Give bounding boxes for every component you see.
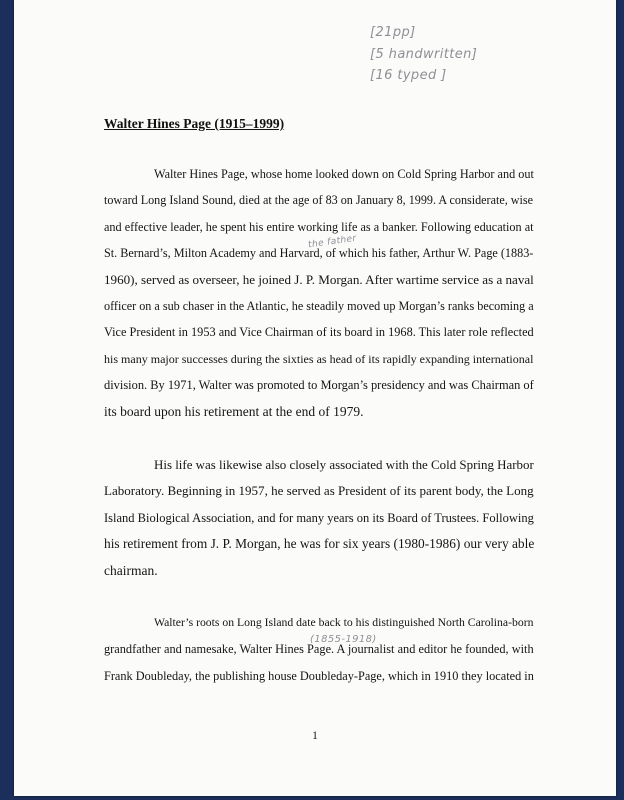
handwritten-note-typed-count: [16 typed ]: [370, 68, 447, 83]
paragraph-3: [104, 610, 534, 689]
text-line: 1960), served as overseer, he joined J. P. Morgan. After wartime service as a naval: [104, 271, 534, 287]
handwritten-note-page-count: [21pp]: [370, 25, 416, 40]
text-line: St. Bernard’s, Milton Academy and Harvard, of which his father, Arthur W. Page (1883-: [104, 246, 534, 261]
text-line: Frank Doubleday, the publishing house Doubleday-Page, which in 1910 they located in: [104, 668, 534, 683]
text-line: its board upon his retirement at the end of 1979.: [104, 403, 364, 419]
text-line: Island Biological Association, and for many years on its Board of Trustees. Following: [104, 510, 534, 525]
text-line: toward Long Island Sound, died at the age of 83 on January 8, 1999. A considerate, wise: [104, 193, 533, 208]
document-title: Walter Hines Page (1915–1999): [104, 116, 285, 131]
text-line: Walter Hines Page, whose home looked down on Cold Spring Harbor and out: [154, 167, 534, 181]
text-line: his many major successes during the sixties as head of its rapidly expanding international: [104, 351, 534, 366]
paragraph-1: [104, 161, 534, 425]
text-line: His life was likewise also closely associated with the Cold Spring Harbor: [154, 457, 534, 472]
paragraph-2: [104, 452, 534, 584]
text-line: officer on a sub chaser in the Atlantic, he steadily moved up Morgan’s ranks becoming a: [104, 299, 534, 314]
handwritten-note-handwritten-count: [5 handwritten]: [370, 47, 478, 62]
text-line: division. By 1971, Walter was promoted to Morgan’s presidency and was Chairman of: [104, 378, 534, 393]
text-line: chairman.: [104, 562, 158, 578]
page-number: 1: [312, 728, 318, 742]
text-line: Laboratory. Beginning in 1957, he served as President of its parent body, the Long: [104, 483, 534, 499]
text-line: Vice President in 1953 and Vice Chairman of its board in 1968. This later role reflected: [104, 325, 534, 340]
text-line: grandfather and namesake, Walter Hines Page. A journalist and editor he founded, with: [104, 642, 534, 657]
document-page: [14, 0, 616, 796]
handwritten-annotation-the-father: the father: [307, 233, 358, 251]
text-line: Walter’s roots on Long Island date back to his distinguished North Carolina-born: [154, 616, 534, 629]
text-line: and effective leader, he spent his entire working life as a banker. Following education at: [104, 219, 534, 234]
handwritten-annotation-dates: (1855-1918): [310, 634, 377, 645]
text-line: his retirement from J. P. Morgan, he was for six years (1980-1986) our very able: [104, 536, 535, 552]
